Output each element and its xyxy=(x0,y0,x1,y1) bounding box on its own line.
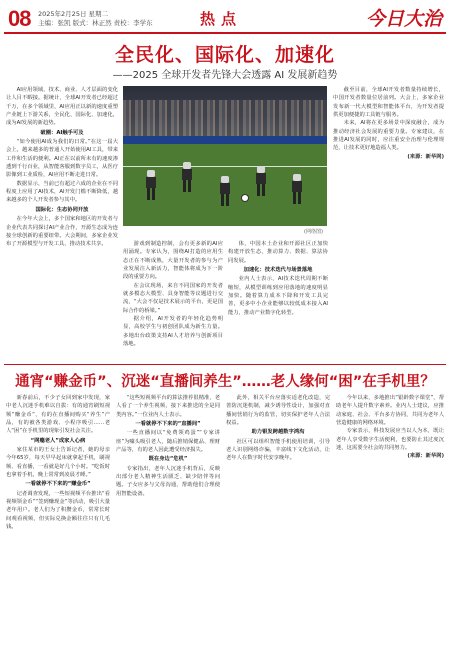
paragraph: 业内人士表示，AI技术迭代周期不断缩短，从模型训练到应用落地的速度明显加快。随着算力成本下降和开发工具完善，更多中小企业能够以较低成本接入AI能力，推动产业数字化转型。 xyxy=(228,276,328,316)
robot-figure xyxy=(145,170,157,200)
story1-column-3 xyxy=(228,240,328,362)
story1-column-2 xyxy=(123,240,223,362)
story1-column-4 xyxy=(333,86,444,362)
subheading: 一看就停不下来的“直播间” xyxy=(135,421,201,428)
subheading: “网瘾老人”成家人心病 xyxy=(30,437,86,444)
paragraph: “这些短视频平台的算法推荐很精准，老人看了一个养生视频，接下来推送的全是同类内容。”一位业内人士表示。 xyxy=(116,395,220,418)
paragraph: 数据显示，当前已有超过六成的企业在不同程度上应用了AI技术，AI开发门槛不断降低，越来越多的个人开发者参与其中。 xyxy=(6,180,118,204)
paragraph: 在今年大会上，多个国家和地区的开发者与企业代表共同探讨AI产业合作，开源生态成为连接全球创新的重要纽带。大会期间，多家企业发布了开源模型与开发工具，推动技术共享。 xyxy=(6,216,118,248)
story2-column-1 xyxy=(6,394,110,646)
paragraph: 在会议现场，来自不同国家的开发者就多模态大模型、具身智能等议题进行交流，“大会不仅是技术展示的平台，更是国际合作的桥梁。” xyxy=(123,282,223,314)
paragraph: 新春前后，不少子女回到家中发现，家中老人沉迷手机难以自拔：有的通宵刷短视频“赚金币”，有的在直播间购买“养生”产品，有的被各类游戏、小程序吸引……老人“困”在手机里的现象引发社会关注。 xyxy=(6,395,110,435)
source-credit: (来源：新华网) xyxy=(407,453,444,460)
subheading: 国际化：生态协同开放 xyxy=(35,206,89,213)
header-rule xyxy=(4,32,446,34)
subheading: 助力银发跨越数字鸿沟 xyxy=(251,429,305,436)
subheading: 既在身边“危机” xyxy=(148,456,188,463)
paragraph: 体，中国本土企业和开源社区正加快构建开放生态，推动算力、数据、算法协同发展。 xyxy=(228,241,328,264)
paragraph: 据介绍，AI开发者的年轻化趋势明显，高校学生与初创团队成为新生力量。多地出台政策支持AI人才培养与创新项目落地。 xyxy=(123,316,223,348)
paragraph: 一些直播间以“免费领鸡蛋”“专家讲座”为噱头吸引老人，随后推销保健品、理财产品等，有的老人因此遭受经济损失。 xyxy=(116,430,220,454)
paragraph: 社区可以组织智能手机使用培训，引导老人识别网络诈骗，丰富线下文化活动，让老年人在数字时代安享晚年。 xyxy=(226,438,330,462)
paragraph: 游戏到制造控制，会有更多新的AI应用涌现。专家认为，围绕AI打造的应用生态正在不断成熟，大量开发者的参与为产业发展注入新活力，智能体将成为下一阶段的重要方向。 xyxy=(123,241,223,281)
subheading: 破圈：AI触手可及 xyxy=(40,129,84,136)
story-divider xyxy=(4,364,446,365)
subheading: 一看就停不下来的“赚金币” xyxy=(25,481,91,488)
paragraph: 专家指出，老年人沉迷手机背后，反映出部分老人精神生活匮乏、缺少陪伴等问题。子女应多与父母沟通，帮助他们合理使用智能设备。 xyxy=(116,465,220,497)
robot-figure xyxy=(181,162,193,192)
story1-subheadline: ——2025 全球开发者先锋大会透露 AI 发展新趋势 xyxy=(112,70,338,81)
robot-figure xyxy=(291,174,303,204)
photo-crowd xyxy=(123,100,327,138)
story2-column-3 xyxy=(226,394,330,646)
story2-headline: 通宵“赚金币”、沉迷“直播间养生”……老人缘何“困”在手机里？ xyxy=(15,374,435,390)
story1-headline: 全民化、国际化、加速化 xyxy=(114,44,335,66)
source-credit: (来源：新华网) xyxy=(407,153,444,160)
story2-column-4 xyxy=(336,394,444,646)
paragraph: 截至目前，全球AI开发者数量持续增长，中国开发者数量位居前列。大会上，多家企业发布新一代大模型和智能体平台，为开发者提供更加便捷的工具链与服务。 xyxy=(333,87,444,119)
robot-figure xyxy=(219,176,231,206)
page-header xyxy=(4,4,446,34)
soccer-ball xyxy=(241,194,249,202)
page-number: 08 xyxy=(8,6,31,31)
paragraph: 未来，AI将在更多场景中深度融合，成为推动经济社会发展的重要力量。专家建议，在推进AI发展的同时，应注重安全治理与伦理规范，让技术更好地造福人类。 xyxy=(333,120,444,152)
issue-meta xyxy=(38,10,153,28)
photo-banner xyxy=(123,136,327,144)
paragraph: “如今使用AI成为我们的日常。”在这一届大会上，越来越多的普通人开始使用AI工具，带来工作和生活的便利。AI正在以前所未有的速度渗透到千行百业，从智能客服到数字员工，从医疗影像到工业质检，AI应用不断走进日常。 xyxy=(6,139,118,179)
photo-caption: (网络图) xyxy=(304,229,323,235)
story1-column-1 xyxy=(6,86,118,362)
paragraph: 此外，相关平台应落实适老化改造，完善防沉迷机制，减少诱导性设计，加强对直播间营销行为的监管，切实保护老年人合法权益。 xyxy=(226,395,330,427)
story2-column-2 xyxy=(116,394,220,646)
section-title: 热点 xyxy=(200,10,243,28)
paragraph: AI应用领域，技术、商业、人才层面的变化让人目不暇接。据统计，全球AI开发者已经超过千万，在多个领域里，AI应用正以新的速度重塑产业链上下游关系，全民化、国际化、加速化，成为AI发展的新趋势。 xyxy=(6,87,118,127)
paragraph: 家住某市的王女士告诉记者，她的母亲今年65岁，每天早早起床就拿起手机，刷视频、看直播，一看就是好几个小时。“吃饭时也拿着手机，晚上常常到凌晨才睡。” xyxy=(6,447,110,479)
robot-soccer-photo xyxy=(123,86,327,226)
subheading: 加速化：技术迭代与场景落地 xyxy=(243,267,313,274)
robot-figure xyxy=(255,166,267,196)
issue-date: 2025年2月25日 星期二 xyxy=(38,10,109,18)
issue-editors: 主编：张凯 版式：林正然 责校：李学东 xyxy=(38,18,153,27)
paragraph: 今年以来，多地推出“银龄数字课堂”，帮助老年人提升数字素养。业内人士建议，应推动家庭、社会、平台多方协同，共同为老年人营造健康的网络环境。 xyxy=(336,395,444,427)
newspaper-logo: 今日大治 xyxy=(365,8,442,30)
photo-field-line xyxy=(123,166,327,167)
paragraph: 记者调查发现，一些短视频平台推出“看视频领金币”“签到赚现金”等活动，吸引大量老年用户。老人们为了积攒金币，常常长时间观看视频，但实际兑换金额往往只有几毛钱。 xyxy=(6,490,110,531)
paragraph: 专家表示，科技发展应当以人为本，既让老年人享受数字生活便利，也要防止其过度沉迷，这需要全社会的共同努力。 xyxy=(336,428,444,452)
